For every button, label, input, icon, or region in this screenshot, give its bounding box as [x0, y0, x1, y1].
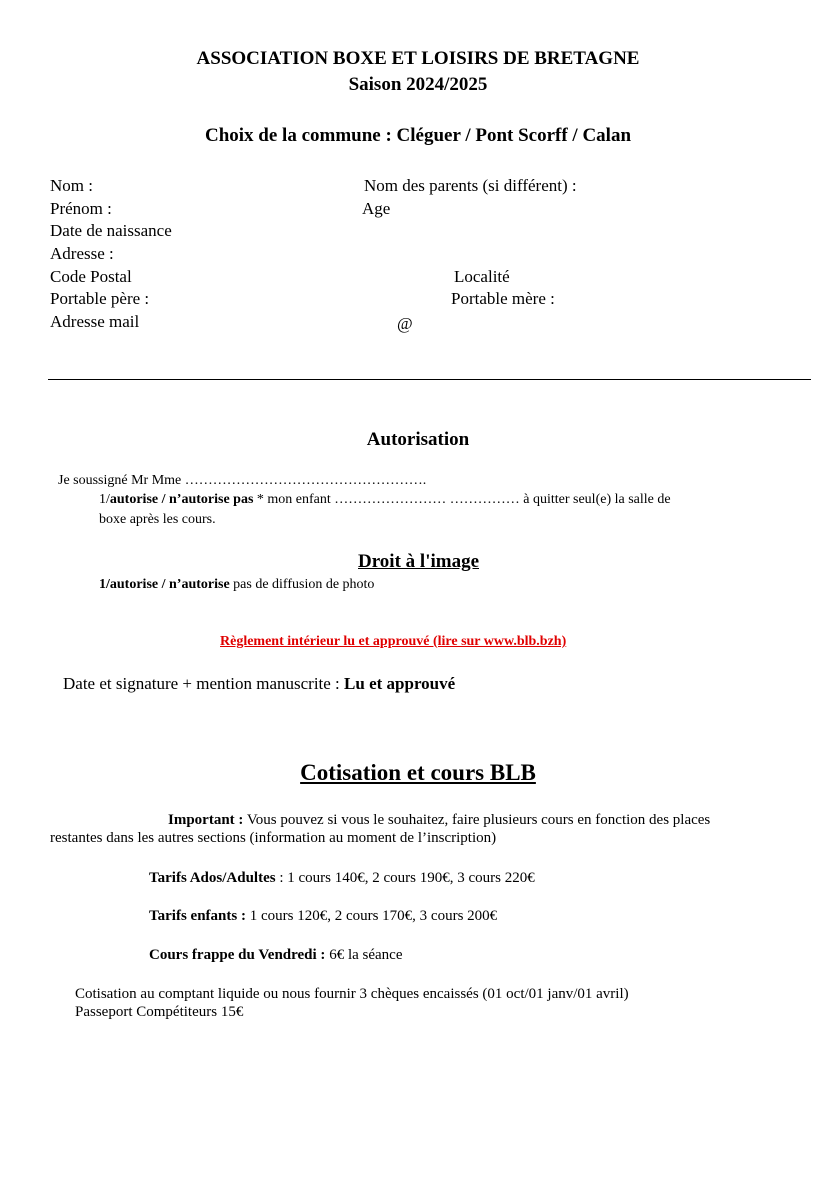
autorisation-choice: autorise / n’autorise pas: [109, 492, 254, 507]
commune-choice: Choix de la commune : Cléguer / Pont Scorff / Calan: [204, 125, 632, 146]
passeport-line: Passeport Compétiteurs 15€: [75, 1004, 244, 1020]
cours-frappe-value: 6€ la séance: [325, 947, 403, 963]
adresse-label: Adresse :: [50, 244, 114, 263]
tarifs-enfants-values: 1 cours 120€, 2 cours 170€, 3 cours 200€: [245, 908, 498, 924]
cours-frappe: [149, 947, 402, 964]
at-sign: @: [397, 314, 413, 333]
section-divider: [48, 379, 811, 380]
autorisation-line1: [99, 492, 671, 508]
tarifs-ados-values: : 1 cours 140€, 2 cours 190€, 3 cours 220€: [275, 870, 535, 886]
nom-label: Nom :: [50, 176, 93, 195]
autorisation-rest: * mon enfant …………………… …………… à quitter seul(e) la salle de: [253, 492, 671, 507]
prenom-label: Prénom :: [50, 199, 112, 218]
paiement-line: Cotisation au comptant liquide ou nous fournir 3 chèques encaissés (01 oct/01 janv/01 avril): [75, 986, 629, 1002]
signature-line: [63, 674, 455, 694]
tarifs-ados-label: Tarifs Ados/Adultes: [149, 870, 276, 886]
adresse-mail-label: Adresse mail: [50, 312, 140, 331]
tarifs-ados: [149, 870, 535, 887]
droit-image-line: [99, 577, 374, 593]
cotisation-title: Cotisation et cours BLB: [300, 760, 536, 785]
autorisation-line2: boxe après les cours.: [99, 512, 216, 527]
signature-text: Date et signature + mention manuscrite :: [63, 674, 345, 693]
cours-frappe-label: Cours frappe du Vendredi :: [149, 947, 326, 963]
autorisation-title: Autorisation: [366, 429, 470, 450]
tarifs-enfants-label: Tarifs enfants :: [149, 908, 246, 924]
signature-mention: Lu et approuvé: [344, 674, 456, 693]
important-line2: restantes dans les autres sections (information au moment de l’inscription): [50, 830, 497, 846]
important-line1: [168, 812, 710, 829]
droit-image-choice: 1/autorise / n’autorise: [99, 577, 230, 592]
code-postal-label: Code Postal: [50, 267, 132, 286]
age-label: Age: [362, 199, 391, 218]
tarifs-enfants: [149, 908, 497, 925]
season-label: Saison 2024/2025: [348, 74, 488, 95]
date-naissance-label: Date de naissance: [50, 221, 172, 240]
important-label: Important :: [168, 812, 244, 828]
parents-label: Nom des parents (si différent) :: [364, 176, 577, 195]
association-title: ASSOCIATION BOXE ET LOISIRS DE BRETAGNE: [196, 48, 640, 69]
localite-label: Localité: [454, 267, 510, 286]
important-text: Vous pouvez si vous le souhaitez, faire plusieurs cours en fonction des places: [243, 812, 711, 828]
droit-image-rest: pas de diffusion de photo: [229, 577, 375, 592]
droit-image-title: Droit à l'image: [358, 551, 480, 572]
soussigne-line: Je soussigné Mr Mme …………………………………………….: [58, 473, 427, 488]
portable-pere-label: Portable père :: [50, 289, 150, 308]
portable-mere-label: Portable mère :: [451, 289, 555, 308]
reglement-link[interactable]: Règlement intérieur lu et approuvé (lire sur www.blb.bzh): [220, 634, 567, 649]
autorisation-prefix: 1/: [99, 492, 110, 507]
